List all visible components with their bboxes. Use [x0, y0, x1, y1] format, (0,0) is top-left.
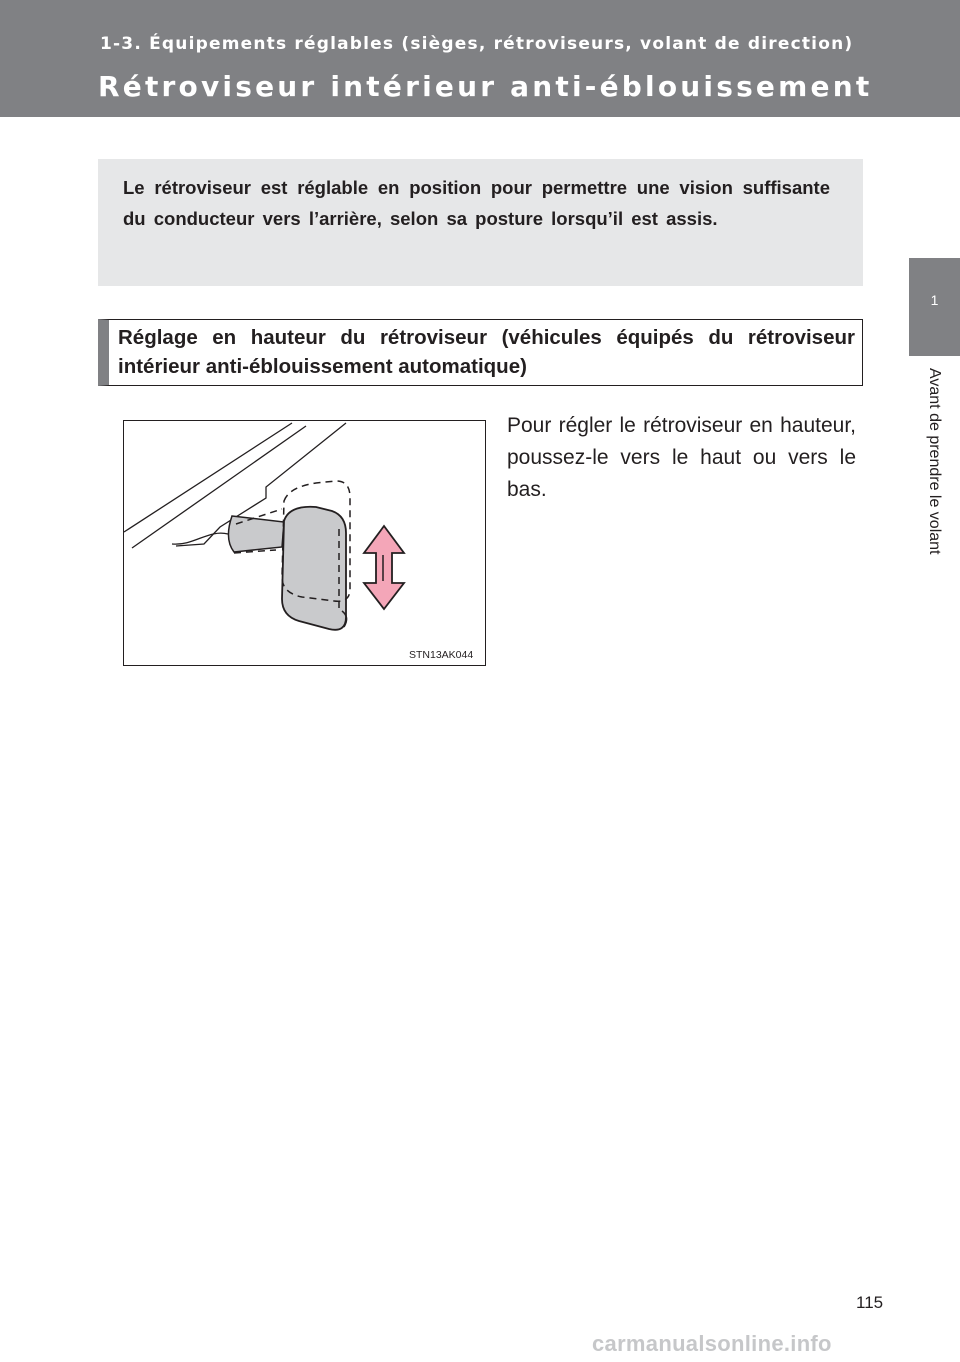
- page-title: Rétroviseur intérieur anti-éblouissement: [98, 70, 873, 103]
- chapter-label: Avant de prendre le volant: [926, 368, 943, 555]
- instruction-text: Pour régler le rétroviseur en hauteur, poussez-le vers le haut ou vers le bas.: [507, 414, 856, 501]
- section-heading: Réglage en hauteur du rétroviseur (véhicules équipés du rétroviseur intérieur anti-éblouissement automatique): [118, 326, 855, 378]
- mirror-body: [282, 507, 346, 630]
- mirror-illustration: [123, 420, 486, 666]
- page-number: 115: [856, 1293, 884, 1312]
- watermark-text[interactable]: carmanualsonline.info: [592, 1331, 832, 1356]
- chapter-number: 1: [930, 292, 939, 308]
- section-heading-box: [98, 319, 863, 386]
- mirror-drawing: [124, 421, 484, 664]
- cable-line: [172, 533, 228, 544]
- intro-text: Le rétroviseur est réglable en position pour permettre une vision suffisante du conducteur vers l’arrière, selon sa posture lorsqu’il est assis.: [123, 177, 830, 229]
- up-down-arrow-icon: [364, 526, 404, 609]
- intro-box: [98, 159, 863, 286]
- section-path: 1-3. Équipements réglables (sièges, rétroviseurs, volant de direction): [100, 34, 854, 54]
- page-header: [0, 0, 960, 117]
- windshield-line: [124, 423, 292, 532]
- mirror-mount: [228, 516, 284, 552]
- figure-code: STN13AK044: [409, 649, 474, 661]
